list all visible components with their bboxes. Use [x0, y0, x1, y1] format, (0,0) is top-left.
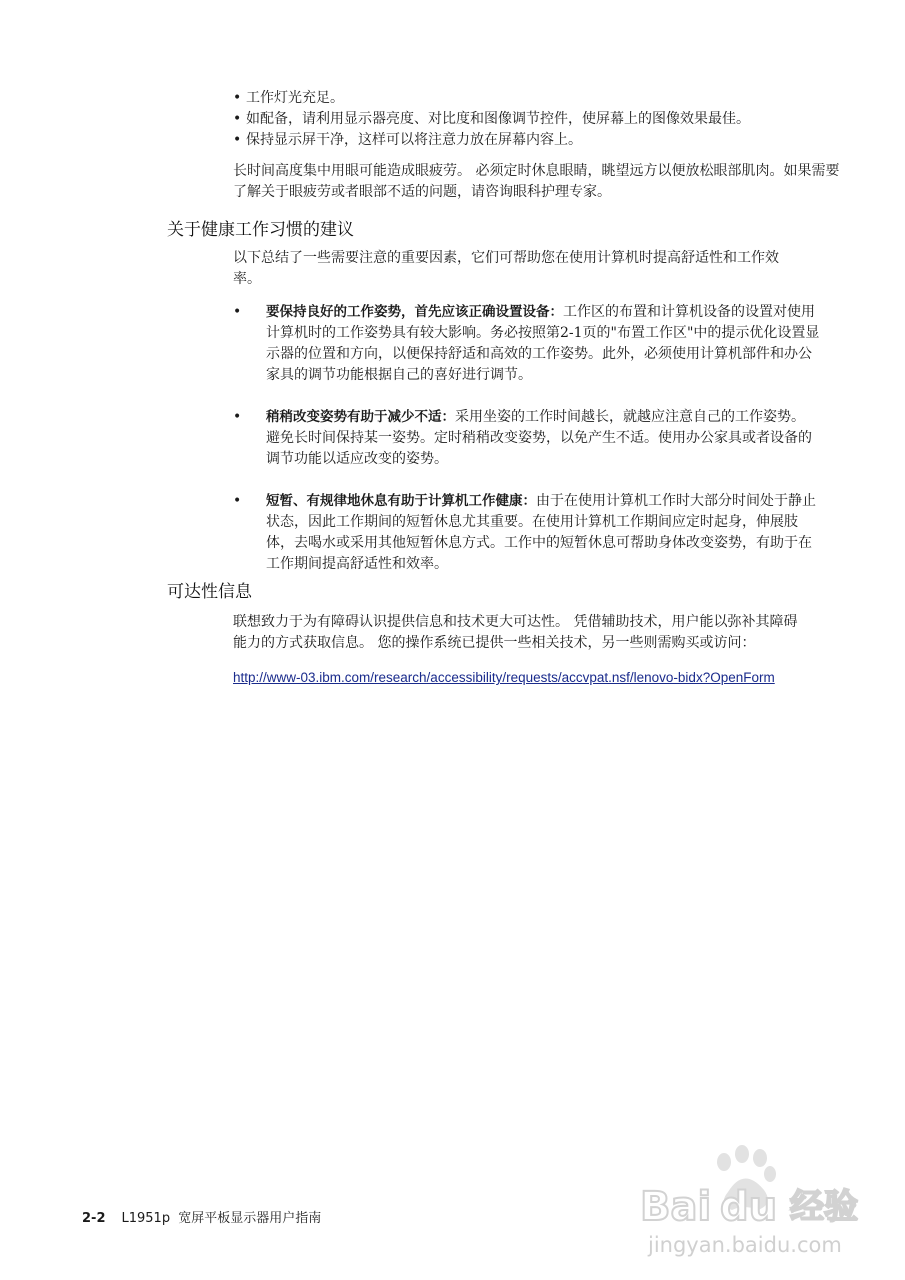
tip-breaks — [233, 491, 823, 575]
bullet-dot: • — [233, 409, 242, 425]
bullet-display-controls: • 如配备，请利用显示器亮度、对比度和图像调节控件，使屏幕上的图像效果最佳。 — [233, 109, 853, 130]
tip-breaks-text: 由于在使用计算机工作时大部分时间处于静止状态，因此工作期间的短暂休息尤其重要。在使用计算机工作期间应定时起身，伸展肢体，去喝水或采用其他短暂休息方式。工作中的短暂休息可帮助身体改变姿势，有助于在工作期间提高舒适性和效率。 — [266, 493, 816, 572]
tip-change-posture-title: 稍稍改变姿势有助于减少不适： — [266, 409, 455, 425]
bullet-clean-screen: • 保持显示屏干净，这样可以将注意力放在屏幕内容上。 — [233, 130, 853, 151]
watermark-jingyan: 经验 — [790, 1187, 858, 1227]
watermark-du: du — [720, 1184, 778, 1230]
tip-change-posture — [233, 407, 823, 470]
bullet-lighting: • 工作灯光充足。 — [233, 88, 853, 109]
accessibility-paragraph: 联想致力于为有障碍认识提供信息和技术更大可达性。 凭借辅助技术，用户能以弥补其障碍能力的方式获取信息。 您的操作系统已提供一些相关技术，另一些则需购买或访问： — [233, 614, 798, 651]
accessibility-heading: 可达性信息 — [167, 582, 252, 602]
tip-posture-text: 工作区的布置和计算机设备的设置对使用计算机时的工作姿势具有较大影响。务必按照第2-1页的"布置工作区"中的提示优化设置显示器的位置和方向，以便保持舒适和高效的工作姿势。此外，必须使用计算机部件和办公家具的调节功能根据自己的喜好进行调节。 — [266, 304, 820, 383]
health-habits-heading: 关于健康工作习惯的建议 — [167, 220, 354, 240]
eye-strain-paragraph: 长时间高度集中用眼可能造成眼疲劳。 必须定时休息眼睛，眺望远方以便放松眼部肌肉。如果需要了解关于眼疲劳或者眼部不适的问题，请咨询眼科护理专家。 — [233, 163, 840, 200]
baidu-jingyan-watermark — [640, 1140, 890, 1270]
page-footer — [82, 1210, 321, 1228]
footer-guide-title: 宽屏平板显示器用户指南 — [178, 1211, 322, 1226]
bullet-dot: • — [233, 493, 242, 509]
bullet-dot: • — [233, 304, 242, 320]
health-intro-paragraph: 以下总结了一些需要注意的重要因素，它们可帮助您在使用计算机时提高舒适性和工作效率。 — [233, 250, 779, 287]
health-tips-list — [233, 302, 823, 596]
tip-posture — [233, 302, 823, 386]
watermark-bai: Bai — [640, 1184, 712, 1230]
watermark-url: jingyan.baidu.com — [648, 1233, 842, 1257]
footer-page-number: 2-2 — [82, 1211, 106, 1226]
tip-posture-title: 要保持良好的工作姿势，首先应该正确设置设备： — [266, 304, 563, 320]
lighting-bullet-list — [233, 88, 853, 151]
accessibility-link[interactable]: http://www-03.ibm.com/research/accessibility/requests/accvpat.nsf/lenovo-bidx?OpenForm — [233, 670, 775, 685]
footer-model: L1951p — [121, 1211, 171, 1226]
tip-change-posture-text: 采用坐姿的工作时间越长，就越应注意自己的工作姿势。 避免长时间保持某一姿势。定时稍稍改变姿势，以免产生不适。使用办公家具或者设备的调节功能以适应改变的姿势。 — [266, 409, 812, 467]
tip-breaks-title: 短暂、有规律地休息有助于计算机工作健康： — [266, 493, 536, 509]
